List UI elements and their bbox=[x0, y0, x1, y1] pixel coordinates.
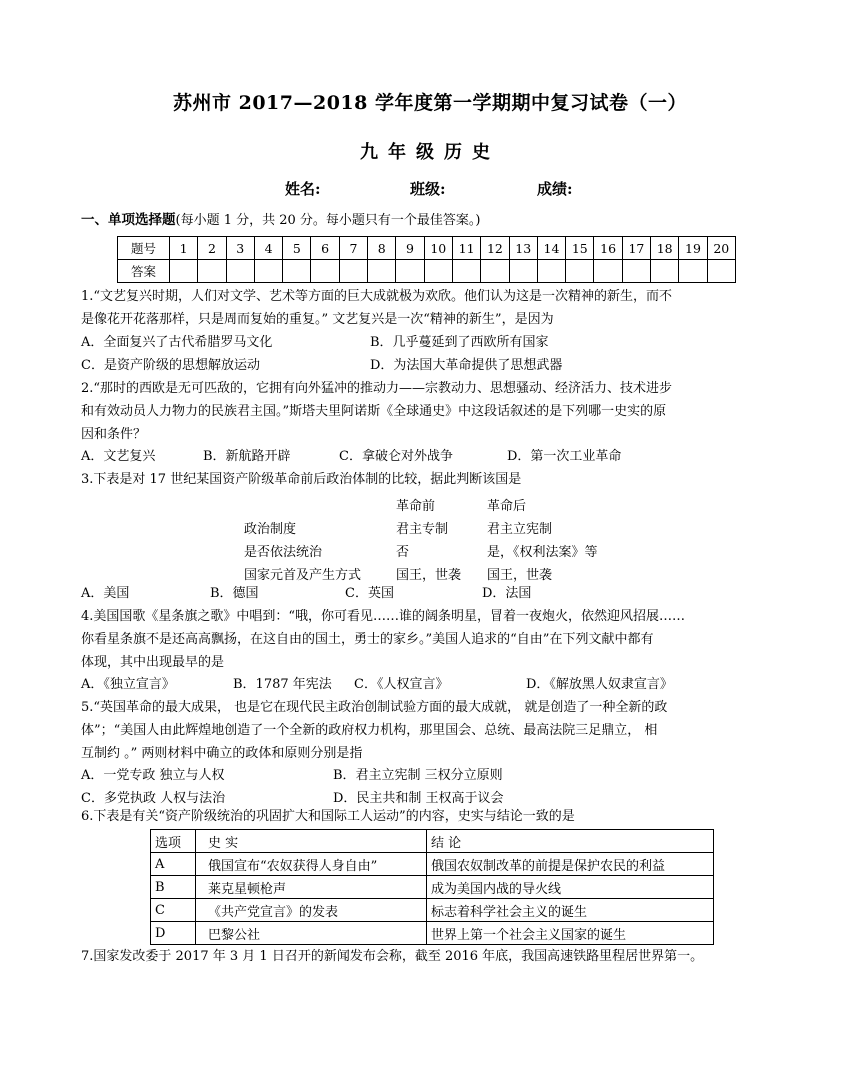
question-number: 3 bbox=[226, 237, 254, 260]
question-4-option-b: B．1787 年宪法 bbox=[233, 677, 332, 692]
question-3-option-a: A．美国 bbox=[81, 586, 130, 601]
section-heading bbox=[81, 208, 481, 228]
row-option: A bbox=[151, 853, 196, 876]
question-4-option-c: C．《人权宣言》 bbox=[354, 677, 449, 692]
question-5-option-c: C．多党执政 人权与法治 bbox=[81, 791, 226, 806]
answer-cell[interactable] bbox=[594, 260, 622, 283]
row-fact: 巴黎公社 bbox=[196, 922, 427, 945]
question-2-option-a: A．文艺复兴 bbox=[81, 449, 156, 464]
header-fact: 史 实 bbox=[196, 830, 427, 853]
question-2-text: 2.“那时的西欧是无可匹敌的，它拥有向外猛冲的推动力——宗教动力、思想骚动、经济活力、技术进步 bbox=[81, 381, 673, 396]
row-option: D bbox=[151, 922, 196, 945]
question-number: 4 bbox=[254, 237, 282, 260]
question-number: 7 bbox=[339, 237, 367, 260]
question-5-text: 5.“英国革命的最大成果， 也是它在现代民主政治创制试验方面的最大成就， 就是创造了一种全新的政 bbox=[81, 700, 668, 715]
table-row bbox=[151, 922, 714, 945]
question-1-text: 是像花开花落那样，只是周而复始的重复。” 文艺复兴是一次“精神的新生”，是因为 bbox=[81, 312, 554, 327]
question-1-text: 1.“文艺复兴时期，人们对文学、艺术等方面的巨大成就极为欢欣。他们认为这是一次精神的新生，而不 bbox=[81, 289, 673, 304]
question-4-option-a: A．《独立宣言》 bbox=[81, 677, 175, 692]
answer-cell[interactable] bbox=[311, 260, 339, 283]
answer-cell[interactable] bbox=[198, 260, 226, 283]
question-4-text: 体现，其中出现最早的是 bbox=[81, 655, 225, 670]
history-table-header bbox=[151, 830, 714, 853]
answer-cell[interactable] bbox=[566, 260, 594, 283]
answer-table bbox=[117, 236, 736, 283]
question-4-option-d: D．《解放黑人奴隶宣言》 bbox=[526, 677, 673, 692]
question-3-text: 3.下表是对 17 世纪某国资产阶级革命前后政治体制的比较，据此判断该国是 bbox=[81, 472, 522, 487]
question-number: 8 bbox=[368, 237, 396, 260]
table-row bbox=[151, 853, 714, 876]
answer-cell[interactable] bbox=[651, 260, 679, 283]
question-2-option-d: D．第一次工业革命 bbox=[507, 449, 622, 464]
compare-row-before: 君主专制 bbox=[396, 522, 449, 537]
compare-row-after: 君主立宪制 bbox=[487, 522, 553, 537]
row-fact: 莱克星顿枪声 bbox=[196, 876, 427, 899]
answer-cell[interactable] bbox=[368, 260, 396, 283]
question-number: 20 bbox=[707, 237, 735, 260]
question-number: 18 bbox=[651, 237, 679, 260]
answer-cell[interactable] bbox=[170, 260, 198, 283]
row-option: C bbox=[151, 899, 196, 922]
compare-row-before: 否 bbox=[396, 545, 410, 560]
question-3-option-b: B．德国 bbox=[210, 586, 259, 601]
question-number: 2 bbox=[198, 237, 226, 260]
question-3-option-c: C．英国 bbox=[345, 586, 394, 601]
answer-cell[interactable] bbox=[254, 260, 282, 283]
compare-header-after: 革命后 bbox=[487, 499, 527, 514]
question-number: 9 bbox=[396, 237, 424, 260]
question-number: 6 bbox=[311, 237, 339, 260]
row-conclusion: 俄国农奴制改革的前提是保护农民的利益 bbox=[427, 853, 714, 876]
exam-title: 苏州市 2017—2018 学年度第一学期期中复习试卷（一） bbox=[173, 92, 687, 114]
question-5-option-b: B．君主立宪制 三权分立原则 bbox=[333, 768, 503, 783]
question-number: 1 bbox=[170, 237, 198, 260]
question-2-text: 因和条件？ bbox=[81, 427, 147, 442]
answer-cell[interactable] bbox=[452, 260, 480, 283]
row-conclusion: 成为美国内战的导火线 bbox=[427, 876, 714, 899]
question-3-option-d: D．法国 bbox=[482, 586, 532, 601]
compare-row-before: 国王，世袭 bbox=[396, 568, 462, 583]
question-number: 14 bbox=[537, 237, 565, 260]
answer-cell[interactable] bbox=[226, 260, 254, 283]
question-2-option-b: B．新航路开辟 bbox=[203, 449, 291, 464]
exam-subtitle: 九年级历史 bbox=[360, 142, 500, 163]
question-5-option-a: A．一党专政 独立与人权 bbox=[81, 768, 225, 783]
header-option: 选项 bbox=[151, 830, 196, 853]
header-conclusion: 结 论 bbox=[427, 830, 714, 853]
row-conclusion: 世界上第一个社会主义国家的诞生 bbox=[427, 922, 714, 945]
question-1-option-d: D．为法国大革命提供了思想武器 bbox=[370, 358, 563, 373]
question-number: 11 bbox=[452, 237, 480, 260]
table-row bbox=[151, 876, 714, 899]
question-number: 16 bbox=[594, 237, 622, 260]
score-label: 成绩: bbox=[537, 180, 573, 198]
question-5-option-d: D．民主共和制 王权高于议会 bbox=[333, 791, 504, 806]
answer-cell[interactable] bbox=[396, 260, 424, 283]
question-number: 10 bbox=[424, 237, 452, 260]
question-number: 5 bbox=[283, 237, 311, 260]
answer-table-answer-row bbox=[118, 260, 736, 283]
compare-row-after: 是，《权利法案》等 bbox=[487, 545, 598, 560]
table-row bbox=[151, 899, 714, 922]
question-4-text: 你看星条旗不是还高高飘扬，在这自由的国土，勇士的家乡。”美国人追求的“自由”在下列文献中都有 bbox=[81, 632, 654, 647]
answer-cell[interactable] bbox=[679, 260, 707, 283]
history-table bbox=[150, 829, 714, 945]
question-7-text: 7.国家发改委于 2017 年 3 月 1 日召开的新闻发布会称，截至 2016 年底，我国高速铁路里程居世界第一。 bbox=[81, 949, 704, 964]
compare-row-item: 是否依法统治 bbox=[244, 545, 323, 560]
answer-row-label: 答案 bbox=[118, 260, 170, 283]
answer-table-number-row bbox=[118, 237, 736, 260]
number-row-label: 题号 bbox=[118, 237, 170, 260]
section-note: (每小题 1 分，共 20 分。每小题只有一个最佳答案。) bbox=[175, 213, 481, 228]
question-number: 17 bbox=[622, 237, 650, 260]
answer-cell[interactable] bbox=[537, 260, 565, 283]
question-4-text: 4.美国国歌《星条旗之歌》中唱到：“哦，你可看见……谁的阔条明星，冒着一夜炮火，依然迎风招展…… bbox=[81, 609, 686, 624]
answer-cell[interactable] bbox=[481, 260, 509, 283]
question-1-option-b: B．几乎蔓延到了西欧所有国家 bbox=[370, 335, 549, 350]
question-number: 19 bbox=[679, 237, 707, 260]
answer-cell[interactable] bbox=[339, 260, 367, 283]
answer-cell[interactable] bbox=[283, 260, 311, 283]
question-2-option-c: C．拿破仑对外战争 bbox=[339, 449, 453, 464]
question-number: 15 bbox=[566, 237, 594, 260]
question-2-text: 和有效动员人力物力的民族君主国。”斯塔夫里阿诺斯《全球通史》中这段话叙述的是下列哪一史实的原 bbox=[81, 404, 667, 419]
row-fact: 俄国宣布“农奴获得人身自由” bbox=[196, 853, 427, 876]
question-1-option-a: A．全面复兴了古代希腊罗马文化 bbox=[81, 335, 273, 350]
question-number: 12 bbox=[481, 237, 509, 260]
row-fact: 《共产党宣言》的发表 bbox=[196, 899, 427, 922]
answer-cell[interactable] bbox=[424, 260, 452, 283]
answer-cell[interactable] bbox=[707, 260, 735, 283]
row-conclusion: 标志着科学社会主义的诞生 bbox=[427, 899, 714, 922]
question-5-text: 体”；“美国人由此辉煌地创造了一个全新的政府权力机构，那里国会、总统、最高法院三足鼎立， 相 bbox=[81, 723, 658, 738]
question-1-option-c: C．是资产阶级的思想解放运动 bbox=[81, 358, 260, 373]
section-title: 一、单项选择题 bbox=[81, 212, 176, 228]
compare-row-item: 国家元首及产生方式 bbox=[244, 568, 362, 583]
question-number: 13 bbox=[509, 237, 537, 260]
answer-cell[interactable] bbox=[622, 260, 650, 283]
compare-row-after: 国王，世袭 bbox=[487, 568, 553, 583]
answer-cell[interactable] bbox=[509, 260, 537, 283]
class-label: 班级: bbox=[410, 180, 446, 198]
question-6-text: 6.下表是有关“资产阶级统治的巩固扩大和国际工人运动”的内容，史实与结论一致的是 bbox=[81, 809, 575, 824]
question-5-text: 互制约 。” 两则材料中确立的政体和原则分别是指 bbox=[81, 746, 363, 761]
name-label: 姓名: bbox=[285, 180, 321, 198]
row-option: B bbox=[151, 876, 196, 899]
compare-row-item: 政治制度 bbox=[244, 522, 297, 537]
compare-header-before: 革命前 bbox=[396, 499, 436, 514]
